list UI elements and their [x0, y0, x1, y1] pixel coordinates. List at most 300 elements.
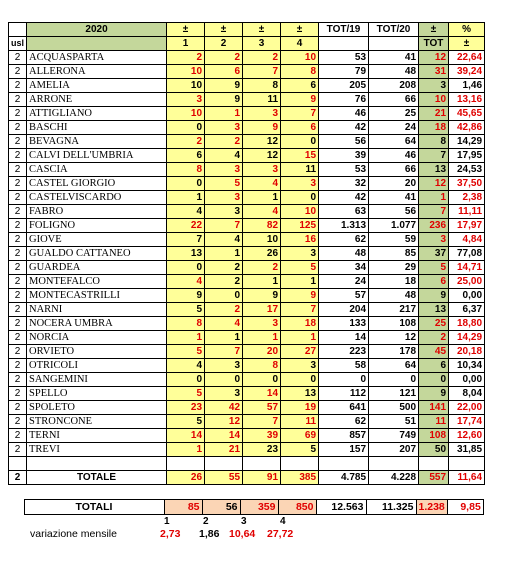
municipality-name: NORCIA: [27, 331, 167, 345]
delta-3: 9: [243, 289, 281, 303]
delta-3: 10: [243, 233, 281, 247]
usl-cell: 2: [9, 261, 27, 275]
tot-20: 18: [369, 275, 419, 289]
tot-19: 62: [319, 415, 369, 429]
tot-delta: 21: [419, 107, 449, 121]
municipality-name: FOLIGNO: [27, 219, 167, 233]
table-row: [9, 429, 485, 443]
delta-2: 0: [205, 373, 243, 387]
delta-4: 18: [281, 317, 319, 331]
usl-cell: 2: [9, 177, 27, 191]
usl-cell: 2: [9, 121, 27, 135]
usl-cell: 2: [9, 65, 27, 79]
usl-cell: 2: [9, 149, 27, 163]
delta-2: 2: [205, 135, 243, 149]
delta-3: 11: [243, 93, 281, 107]
header-tot20: TOT/20: [369, 23, 419, 37]
table-row: [9, 261, 485, 275]
tot-19: 42: [319, 191, 369, 205]
usl-cell: 2: [9, 233, 27, 247]
delta-1: 2: [167, 135, 205, 149]
delta-3: 1: [243, 191, 281, 205]
delta-1: 10: [167, 107, 205, 121]
municipality-name: MONTEFALCO: [27, 275, 167, 289]
municipality-name: AMELIA: [27, 79, 167, 93]
table-row: [9, 373, 485, 387]
spacer-row: [9, 457, 485, 471]
delta-3: 2: [243, 51, 281, 65]
municipality-name: FABRO: [27, 205, 167, 219]
municipality-name: BEVAGNA: [27, 135, 167, 149]
header-col-4: 4: [281, 37, 319, 51]
table-row: [9, 247, 485, 261]
usl-cell: 2: [9, 317, 27, 331]
delta-2: 9: [205, 79, 243, 93]
usl-cell: 2: [9, 275, 27, 289]
municipality-name: TERNI: [27, 429, 167, 443]
pct-delta: 39,24: [449, 65, 485, 79]
delta-1: 23: [167, 401, 205, 415]
table-row: [9, 401, 485, 415]
delta-4: 3: [281, 247, 319, 261]
tot-19: 157: [319, 443, 369, 457]
table-row: [9, 317, 485, 331]
tot-20: 108: [369, 317, 419, 331]
tot-20: 56: [369, 205, 419, 219]
pct-delta: 37,50: [449, 177, 485, 191]
totali-pct: 9,85: [447, 500, 483, 515]
delta-4: 13: [281, 387, 319, 401]
delta-2: 7: [205, 345, 243, 359]
tot-19: 63: [319, 205, 369, 219]
municipality-name: ACQUASPARTA: [27, 51, 167, 65]
delta-2: 2: [205, 275, 243, 289]
pct-delta: 17,95: [449, 149, 485, 163]
tot-delta: 12: [419, 51, 449, 65]
totale-tot: 557: [419, 471, 449, 485]
tot-19: 34: [319, 261, 369, 275]
delta-2: 3: [205, 163, 243, 177]
tot-20: 207: [369, 443, 419, 457]
usl-cell: 2: [9, 191, 27, 205]
delta-4: 6: [281, 121, 319, 135]
pct-delta: 45,65: [449, 107, 485, 121]
delta-4: 19: [281, 401, 319, 415]
delta-1: 1: [167, 443, 205, 457]
municipality-name: SPOLETO: [27, 401, 167, 415]
delta-1: 10: [167, 79, 205, 93]
totali-row: [8, 500, 483, 515]
pct-delta: 1,46: [449, 79, 485, 93]
delta-2: 9: [205, 93, 243, 107]
tot-delta: 6: [419, 275, 449, 289]
delta-4: 0: [281, 191, 319, 205]
delta-3: 8: [243, 359, 281, 373]
usl-cell: 2: [9, 135, 27, 149]
delta-4: 1: [281, 275, 319, 289]
header-tot: TOT: [419, 37, 449, 51]
delta-4: 5: [281, 261, 319, 275]
delta-2: 1: [205, 331, 243, 345]
delta-4: 27: [281, 345, 319, 359]
delta-4: 125: [281, 219, 319, 233]
pct-delta: 18,80: [449, 317, 485, 331]
delta-3: 4: [243, 177, 281, 191]
header-row-2: [9, 37, 485, 51]
totale-pct: 11,64: [449, 471, 485, 485]
municipality-name: GIOVE: [27, 233, 167, 247]
tot-19: 48: [319, 247, 369, 261]
delta-4: 0: [281, 373, 319, 387]
delta-4: 9: [281, 289, 319, 303]
tot-20: 12: [369, 331, 419, 345]
tot-delta: 8: [419, 135, 449, 149]
delta-2: 3: [205, 121, 243, 135]
tot-delta: 11: [419, 415, 449, 429]
municipality-name: TREVI: [27, 443, 167, 457]
header-year: 2020: [27, 23, 167, 37]
delta-3: 82: [243, 219, 281, 233]
tot-20: 1.077: [369, 219, 419, 233]
delta-3: 1: [243, 275, 281, 289]
delta-1: 0: [167, 121, 205, 135]
header-pct: %: [449, 23, 485, 37]
pct-delta: 14,29: [449, 331, 485, 345]
pct-delta: 17,74: [449, 415, 485, 429]
tot-20: 208: [369, 79, 419, 93]
delta-1: 0: [167, 177, 205, 191]
variazione-4: 27,72: [267, 528, 294, 540]
usl-cell: 2: [9, 107, 27, 121]
tot-20: 64: [369, 135, 419, 149]
delta-3: 3: [243, 107, 281, 121]
delta-2: 42: [205, 401, 243, 415]
totale-d3: 91: [243, 471, 281, 485]
variazione-label: variazione mensile: [30, 528, 117, 540]
totali-tot19: 12.563: [316, 500, 366, 515]
delta-3: 2: [243, 261, 281, 275]
delta-4: 7: [281, 303, 319, 317]
pct-delta: 11,11: [449, 205, 485, 219]
delta-3: 39: [243, 429, 281, 443]
tot-20: 24: [369, 121, 419, 135]
delta-3: 26: [243, 247, 281, 261]
tot-19: 76: [319, 93, 369, 107]
municipality-name: NOCERA UMBRA: [27, 317, 167, 331]
tot-19: 39: [319, 149, 369, 163]
municipality-name: CALVI DELL'UMBRIA: [27, 149, 167, 163]
totali-label: TOTALI: [24, 500, 164, 515]
tot-delta: 10: [419, 93, 449, 107]
delta-1: 5: [167, 387, 205, 401]
delta-3: 17: [243, 303, 281, 317]
totale-usl: 2: [9, 471, 27, 485]
header-usl: usl: [9, 37, 27, 51]
header-col-2: 2: [205, 37, 243, 51]
pct-delta: 13,16: [449, 93, 485, 107]
totale-row: [9, 471, 485, 485]
delta-2: 2: [205, 51, 243, 65]
pct-delta: 14,71: [449, 261, 485, 275]
table-row: [9, 387, 485, 401]
delta-1: 7: [167, 233, 205, 247]
delta-1: 22: [167, 219, 205, 233]
delta-4: 16: [281, 233, 319, 247]
pct-delta: 17,97: [449, 219, 485, 233]
tot-20: 48: [369, 289, 419, 303]
delta-4: 8: [281, 65, 319, 79]
delta-1: 13: [167, 247, 205, 261]
tot-delta: 12: [419, 177, 449, 191]
tot-delta: 13: [419, 303, 449, 317]
delta-3: 0: [243, 373, 281, 387]
delta-1: 1: [167, 331, 205, 345]
tot-20: 66: [369, 163, 419, 177]
tot-delta: 2: [419, 331, 449, 345]
table-row: [9, 275, 485, 289]
delta-3: 14: [243, 387, 281, 401]
tot-19: 62: [319, 233, 369, 247]
pct-delta: 0,00: [449, 373, 485, 387]
delta-4: 1: [281, 331, 319, 345]
delta-2: 7: [205, 219, 243, 233]
delta-1: 8: [167, 163, 205, 177]
variazione-1: 2,73: [160, 528, 181, 540]
variazione-2: 1,86: [199, 528, 220, 540]
header-pm-3: ±: [243, 23, 281, 37]
delta-3: 12: [243, 149, 281, 163]
tot-delta: 141: [419, 401, 449, 415]
municipality-name: CASTEL GIORGIO: [27, 177, 167, 191]
tot-delta: 18: [419, 121, 449, 135]
table-row: [9, 163, 485, 177]
municipality-name: CASCIA: [27, 163, 167, 177]
delta-3: 3: [243, 317, 281, 331]
pct-delta: 2,38: [449, 191, 485, 205]
usl-cell: 2: [9, 443, 27, 457]
delta-1: 5: [167, 303, 205, 317]
delta-4: 69: [281, 429, 319, 443]
pct-delta: 20,18: [449, 345, 485, 359]
tot-19: 641: [319, 401, 369, 415]
tot-delta: 3: [419, 79, 449, 93]
delta-2: 0: [205, 289, 243, 303]
municipality-name: NARNI: [27, 303, 167, 317]
delta-4: 10: [281, 205, 319, 219]
delta-1: 10: [167, 65, 205, 79]
tot-20: 41: [369, 51, 419, 65]
delta-2: 2: [205, 303, 243, 317]
tot-delta: 236: [419, 219, 449, 233]
table-row: [9, 149, 485, 163]
footer-col-2: 2: [203, 516, 209, 527]
tot-delta: 3: [419, 233, 449, 247]
tot-20: 48: [369, 65, 419, 79]
delta-2: 14: [205, 429, 243, 443]
delta-3: 9: [243, 121, 281, 135]
delta-3: 8: [243, 79, 281, 93]
usl-cell: 2: [9, 429, 27, 443]
table-row: [9, 331, 485, 345]
totale-name: TOTALE: [27, 471, 167, 485]
tot-19: 58: [319, 359, 369, 373]
table-row: [9, 415, 485, 429]
footer-col-4: 4: [280, 516, 286, 527]
delta-2: 4: [205, 233, 243, 247]
usl-cell: 2: [9, 359, 27, 373]
tot-20: 121: [369, 387, 419, 401]
tot-delta: 13: [419, 163, 449, 177]
usl-cell: 2: [9, 303, 27, 317]
table-row: [9, 107, 485, 121]
table-row: [9, 289, 485, 303]
delta-1: 0: [167, 373, 205, 387]
header-pm-4: ±: [281, 23, 319, 37]
tot-20: 25: [369, 107, 419, 121]
table-row: [9, 177, 485, 191]
tot-19: 205: [319, 79, 369, 93]
totale-d4: 385: [281, 471, 319, 485]
tot-20: 0: [369, 373, 419, 387]
totali-d4: 850: [278, 500, 316, 515]
delta-1: 4: [167, 205, 205, 219]
pct-delta: 6,37: [449, 303, 485, 317]
table-row: [9, 51, 485, 65]
municipality-name: CASTELVISCARDO: [27, 191, 167, 205]
delta-4: 3: [281, 359, 319, 373]
totali-tot: 1.238: [416, 500, 447, 515]
tot-19: 42: [319, 121, 369, 135]
usl-cell: 2: [9, 345, 27, 359]
delta-1: 1: [167, 191, 205, 205]
tot-19: 133: [319, 317, 369, 331]
delta-1: 4: [167, 275, 205, 289]
totale-t19: 4.785: [319, 471, 369, 485]
usl-cell: 2: [9, 373, 27, 387]
delta-2: 3: [205, 205, 243, 219]
header-col-3: 3: [243, 37, 281, 51]
tot-19: 14: [319, 331, 369, 345]
delta-2: 21: [205, 443, 243, 457]
delta-1: 4: [167, 359, 205, 373]
usl-cell: 2: [9, 401, 27, 415]
tot-20: 29: [369, 261, 419, 275]
table-row: [9, 93, 485, 107]
table-row: [9, 443, 485, 457]
delta-3: 57: [243, 401, 281, 415]
header-row-1: [9, 23, 485, 37]
header-pm-tot: ±: [419, 23, 449, 37]
header-col-1: 1: [167, 37, 205, 51]
delta-3: 3: [243, 163, 281, 177]
delta-1: 5: [167, 415, 205, 429]
table-row: [9, 345, 485, 359]
tot-delta: 25: [419, 317, 449, 331]
delta-1: 5: [167, 345, 205, 359]
pct-delta: 25,00: [449, 275, 485, 289]
totale-t20: 4.228: [369, 471, 419, 485]
tot-delta: 9: [419, 289, 449, 303]
tot-delta: 9: [419, 387, 449, 401]
usl-cell: 2: [9, 387, 27, 401]
table-row: [9, 359, 485, 373]
municipality-name: OTRICOLI: [27, 359, 167, 373]
tot-19: 204: [319, 303, 369, 317]
tot-20: 749: [369, 429, 419, 443]
delta-4: 6: [281, 79, 319, 93]
municipality-name: ATTIGLIANO: [27, 107, 167, 121]
delta-1: 3: [167, 93, 205, 107]
tot-20: 41: [369, 191, 419, 205]
usl-cell: 2: [9, 205, 27, 219]
tot-19: 79: [319, 65, 369, 79]
table-row: [9, 65, 485, 79]
delta-2: 5: [205, 177, 243, 191]
municipality-name: STRONCONE: [27, 415, 167, 429]
delta-3: 7: [243, 415, 281, 429]
tot-delta: 0: [419, 373, 449, 387]
delta-2: 1: [205, 247, 243, 261]
pct-delta: 77,08: [449, 247, 485, 261]
totali-d2: 56: [202, 500, 240, 515]
totali-table: [8, 499, 484, 515]
delta-2: 1: [205, 107, 243, 121]
usl-cell: 2: [9, 163, 27, 177]
tot-19: 53: [319, 163, 369, 177]
table-row: [9, 303, 485, 317]
delta-2: 4: [205, 149, 243, 163]
tot-20: 46: [369, 149, 419, 163]
delta-4: 0: [281, 135, 319, 149]
table-row: [9, 191, 485, 205]
tot-19: 57: [319, 289, 369, 303]
delta-4: 9: [281, 93, 319, 107]
delta-4: 11: [281, 163, 319, 177]
tot-19: 223: [319, 345, 369, 359]
variazione-3: 10,64: [229, 528, 256, 540]
delta-1: 8: [167, 317, 205, 331]
tot-20: 217: [369, 303, 419, 317]
totali-d3: 359: [240, 500, 278, 515]
delta-3: 20: [243, 345, 281, 359]
usl-cell: 2: [9, 51, 27, 65]
delta-1: 14: [167, 429, 205, 443]
tot-19: 857: [319, 429, 369, 443]
pct-delta: 22,64: [449, 51, 485, 65]
tot-20: 178: [369, 345, 419, 359]
delta-1: 2: [167, 51, 205, 65]
tot-19: 32: [319, 177, 369, 191]
tot-19: 0: [319, 373, 369, 387]
tot-delta: 7: [419, 149, 449, 163]
pct-delta: 0,00: [449, 289, 485, 303]
municipality-name: SANGEMINI: [27, 373, 167, 387]
usl-cell: 2: [9, 415, 27, 429]
footer-col-3: 3: [241, 516, 247, 527]
totali-tot20: 11.325: [366, 500, 416, 515]
tot-20: 59: [369, 233, 419, 247]
table-row: [9, 121, 485, 135]
pct-delta: 14,29: [449, 135, 485, 149]
tot-delta: 7: [419, 205, 449, 219]
municipality-name: SPELLO: [27, 387, 167, 401]
municipality-name: GUARDEA: [27, 261, 167, 275]
totale-d2: 55: [205, 471, 243, 485]
table-row: [9, 135, 485, 149]
tot-20: 66: [369, 93, 419, 107]
tot-20: 85: [369, 247, 419, 261]
tot-delta: 6: [419, 359, 449, 373]
